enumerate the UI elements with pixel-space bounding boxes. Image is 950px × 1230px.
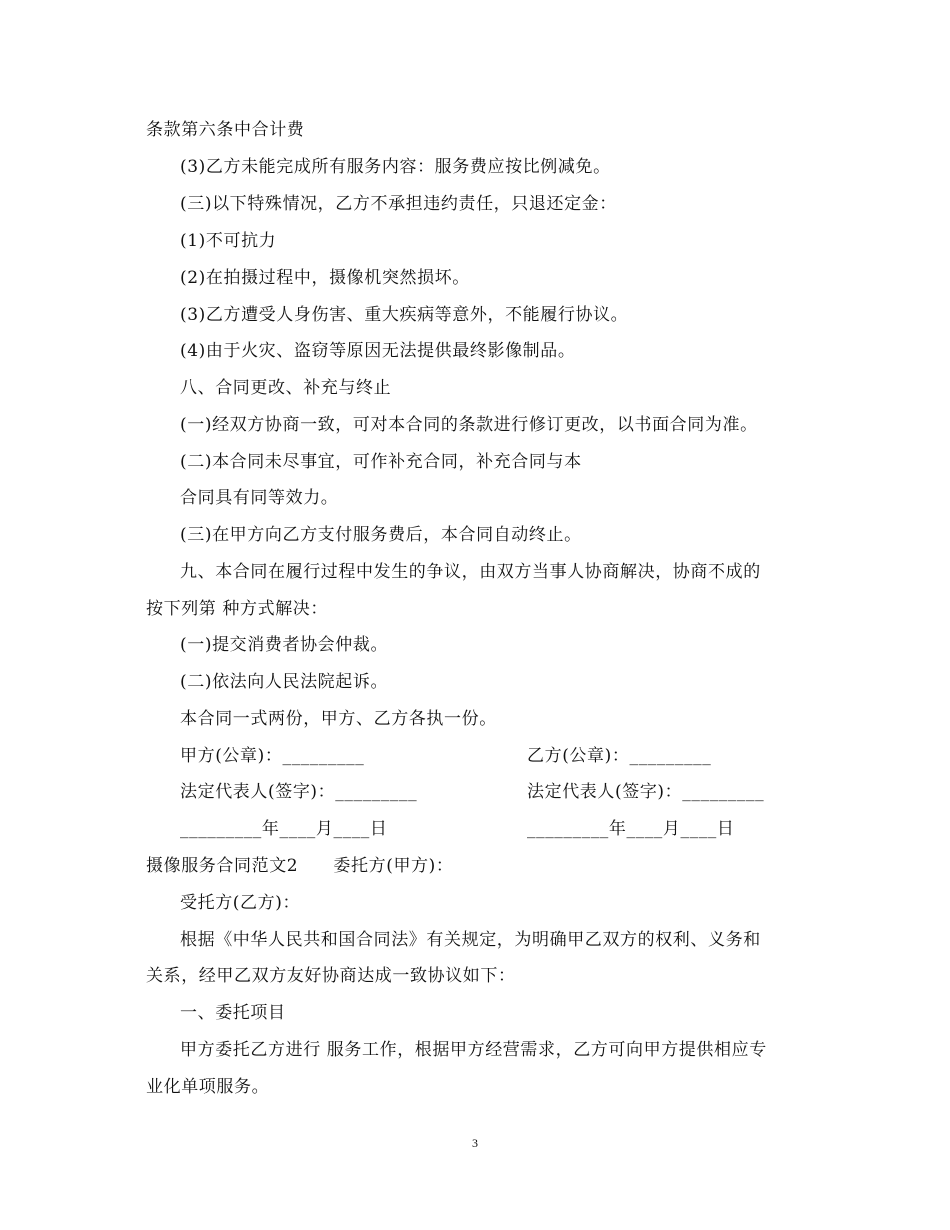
signature-party-b-seal: 乙方(公章)：_________: [527, 746, 712, 766]
contract-title-line: 摄像服务合同范文2 委托方(甲方)：: [146, 856, 454, 876]
text-line: 甲方委托乙方进行 服务工作，根据甲方经营需求，乙方可向甲方提供相应专: [180, 1040, 767, 1060]
text-line: 本合同一式两份，甲方、乙方各执一份。: [180, 709, 497, 729]
signature-date-a: _________年____月____日: [180, 819, 388, 839]
text-line: 合同具有同等效力。: [180, 488, 339, 508]
text-line: (二)本合同未尽事宜，可作补充合同，补充合同与本: [180, 452, 582, 472]
signature-rep-b: 法定代表人(签字)：_________: [527, 782, 765, 802]
page-number: 3: [472, 1136, 478, 1150]
text-line: (4)由于火灾、盗窃等原因无法提供最终影像制品。: [180, 341, 576, 361]
section-heading: 一、委托项目: [180, 1003, 286, 1023]
signature-date-b: _________年____月____日: [527, 819, 735, 839]
text-line: (二)依法向人民法院起诉。: [180, 672, 389, 692]
signature-rep-a: 法定代表人(签字)：_________: [180, 782, 418, 802]
signature-party-a-seal: 甲方(公章)：_________: [180, 746, 365, 766]
section-heading: 八、合同更改、补充与终止: [180, 378, 392, 398]
text-line: (三)在甲方向乙方支付服务费后，本合同自动终止。: [180, 525, 582, 545]
text-line: (三)以下特殊情况，乙方不承担违约责任，只退还定金：: [180, 194, 617, 214]
text-line: 关系，经甲乙双方友好协商达成一致协议如下：: [146, 966, 516, 986]
text-line: 九、本合同在履行过程中发生的争议，由双方当事人协商解决，协商不成的: [180, 562, 761, 582]
text-line: (3)乙方未能完成所有服务内容：服务费应按比例减免。: [180, 157, 611, 177]
text-line: 根据《中华人民共和国合同法》有关规定，为明确甲乙双方的权利、义务和: [180, 930, 761, 950]
text-line: 条款第六条中合计费: [146, 120, 305, 140]
text-line: 按下列第 种方式解决：: [146, 599, 329, 619]
text-line: (一)提交消费者协会仲裁。: [180, 635, 389, 655]
text-line: 业化单项服务。: [146, 1077, 270, 1097]
text-line: (一)经双方协商一致，可对本合同的条款进行修订更改，以书面合同为准。: [180, 415, 758, 435]
text-line: 受托方(乙方)：: [180, 893, 301, 913]
text-line: (2)在拍摄过程中，摄像机突然损坏。: [180, 268, 470, 288]
text-line: (1)不可抗力: [180, 231, 277, 251]
text-line: (3)乙方遭受人身伤害、重大疾病等意外，不能履行协议。: [180, 305, 629, 325]
